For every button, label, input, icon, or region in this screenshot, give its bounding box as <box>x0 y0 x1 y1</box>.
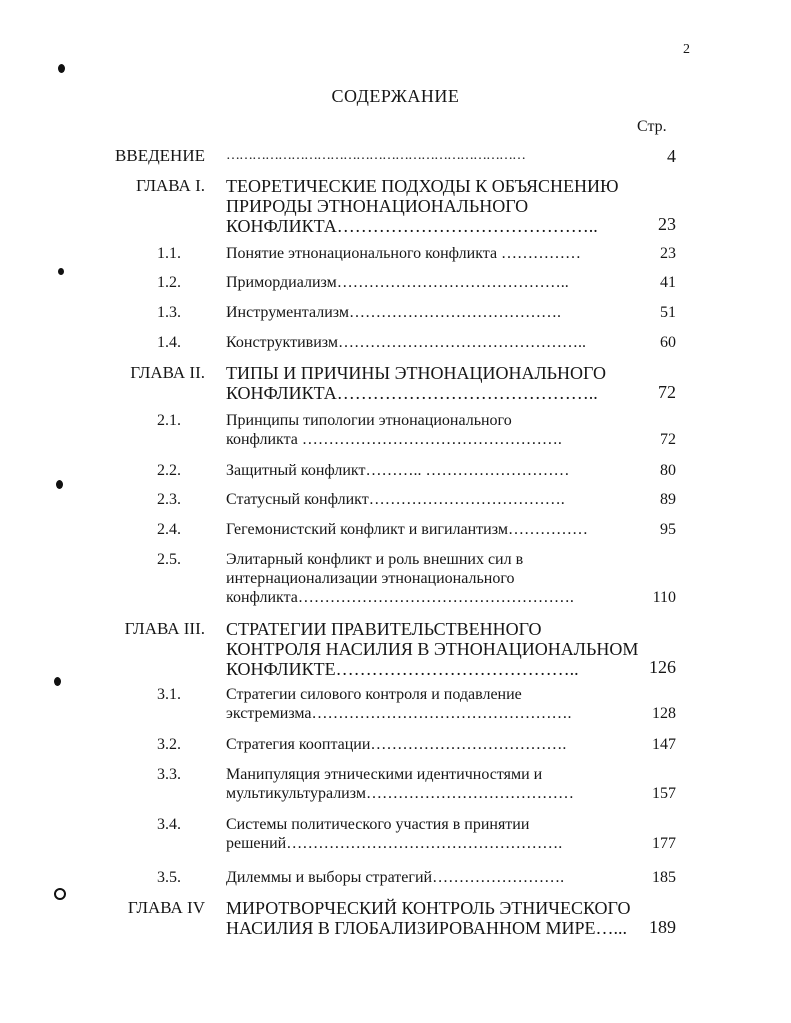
toc-entry-page: 51 <box>660 304 676 321</box>
toc-entry-title: Примордиализм…………………………………….. <box>226 274 569 291</box>
toc-entry-page: 126 <box>649 657 676 677</box>
toc-entry-title: СТРАТЕГИИ ПРАВИТЕЛЬСТВЕННОГО КОНТРОЛЯ НАСИЛИЯ В ЭТНОНАЦИОНАЛЬНОМ КОНФЛИКТЕ………………………………….. <box>226 619 639 679</box>
scan-speck <box>54 677 61 686</box>
toc-entry-title: Принципы типологии этнонационального конфликта …………………………………………. <box>226 412 562 448</box>
toc-entry-page: 80 <box>660 462 676 479</box>
toc-entry-number: ГЛАВА II. <box>130 363 205 382</box>
toc-entry-title: ТИПЫ И ПРИЧИНЫ ЭТНОНАЦИОНАЛЬНОГО КОНФЛИКТА…………………………………….. <box>226 363 606 403</box>
toc-entry-page: 147 <box>652 736 676 753</box>
toc-entry-title: ТЕОРЕТИЧЕСКИЕ ПОДХОДЫ К ОБЪЯСНЕНИЮ ПРИРОДЫ ЭТНОНАЦИОНАЛЬНОГО КОНФЛИКТА…………………………………….. <box>226 176 619 236</box>
scan-speck <box>54 888 66 900</box>
toc-entry-title: Системы политического участия в принятии решений……………………………………………. <box>226 816 563 852</box>
toc-entry-title: Понятие этнонационального конфликта …………… <box>226 245 582 262</box>
toc-entry-number: 2.1. <box>157 412 181 429</box>
toc-entry-number: 3.3. <box>157 766 181 783</box>
toc-entry-title: Стратегия кооптации………………………………. <box>226 736 567 753</box>
toc-entry-number: 2.5. <box>157 551 181 568</box>
toc-entry-title: Гегемонистский конфликт и вигилантизм…………… <box>226 521 588 538</box>
toc-entry-page: 89 <box>660 491 676 508</box>
toc-entry-number: 2.2. <box>157 462 181 479</box>
toc-entry-page: 60 <box>660 334 676 351</box>
toc-entry-title: Защитный конфликт……….. ……………………… <box>226 462 570 479</box>
toc-entry-page: 72 <box>658 382 676 402</box>
toc-entry-number: ГЛАВА III. <box>124 619 205 638</box>
page-column-header: Стр. <box>637 118 667 135</box>
toc-entry-number: 1.2. <box>157 274 181 291</box>
toc-entry-number: 3.1. <box>157 686 181 703</box>
toc-entry-page: 72 <box>660 431 676 448</box>
toc-entry-page: 23 <box>658 214 676 234</box>
toc-entry-number: 3.4. <box>157 816 181 833</box>
page-number: 2 <box>683 42 690 57</box>
toc-entry-title: Конструктивизм……………………………………….. <box>226 334 586 351</box>
toc-entry-page: 4 <box>667 146 676 166</box>
scan-speck <box>56 480 63 489</box>
toc-entry-number: ГЛАВА I. <box>135 176 205 195</box>
toc-entry-page: 23 <box>660 245 676 262</box>
toc-entry-title: Манипуляция этническими идентичностями и мультикультурализм………………………………… <box>226 766 574 802</box>
toc-entry-title: Инструментализм…………………………………. <box>226 304 561 321</box>
toc-entry-number: 1.3. <box>157 304 181 321</box>
toc-entry-page: 128 <box>652 705 676 722</box>
toc-entry-number: 3.2. <box>157 736 181 753</box>
scan-speck <box>58 64 65 73</box>
toc-entry-page: 95 <box>660 521 676 538</box>
toc-entry-page: 177 <box>652 835 676 852</box>
toc-entry-title: …………………………………………………………… <box>226 148 525 163</box>
toc-entry-number: ВВЕДЕНИЕ <box>115 146 205 165</box>
toc-entry-title: Статусный конфликт………………………………. <box>226 491 565 508</box>
toc-entry-page: 157 <box>652 785 676 802</box>
toc-entry-page: 110 <box>652 589 676 606</box>
toc-entry-title: МИРОТВОРЧЕСКИЙ КОНТРОЛЬ ЭТНИЧЕСКОГО НАСИЛИЯ В ГЛОБАЛИЗИРОВАННОМ МИРЕ…... <box>226 898 631 938</box>
scan-speck <box>58 268 64 275</box>
toc-entry-page: 41 <box>660 274 676 291</box>
toc-entry-number: 1.1. <box>157 245 181 262</box>
toc-entry-number: 2.3. <box>157 491 181 508</box>
toc-entry-title: Дилеммы и выборы стратегий……………………. <box>226 869 565 886</box>
toc-entry-title: Элитарный конфликт и роль внешних сил в интернационализации этнонационального конфликта……………………………………………. <box>226 551 574 606</box>
toc-entry-page: 189 <box>649 917 676 937</box>
toc-entry-page: 185 <box>652 869 676 886</box>
toc-entry-number: 1.4. <box>157 334 181 351</box>
page-title: СОДЕРЖАНИЕ <box>331 86 460 106</box>
toc-entry-title: Стратегии силового контроля и подавление экстремизма…………………………………………. <box>226 686 572 722</box>
toc-entry-number: ГЛАВА IV <box>127 898 205 917</box>
toc-entry-number: 2.4. <box>157 521 181 538</box>
toc-entry-number: 3.5. <box>157 869 181 886</box>
